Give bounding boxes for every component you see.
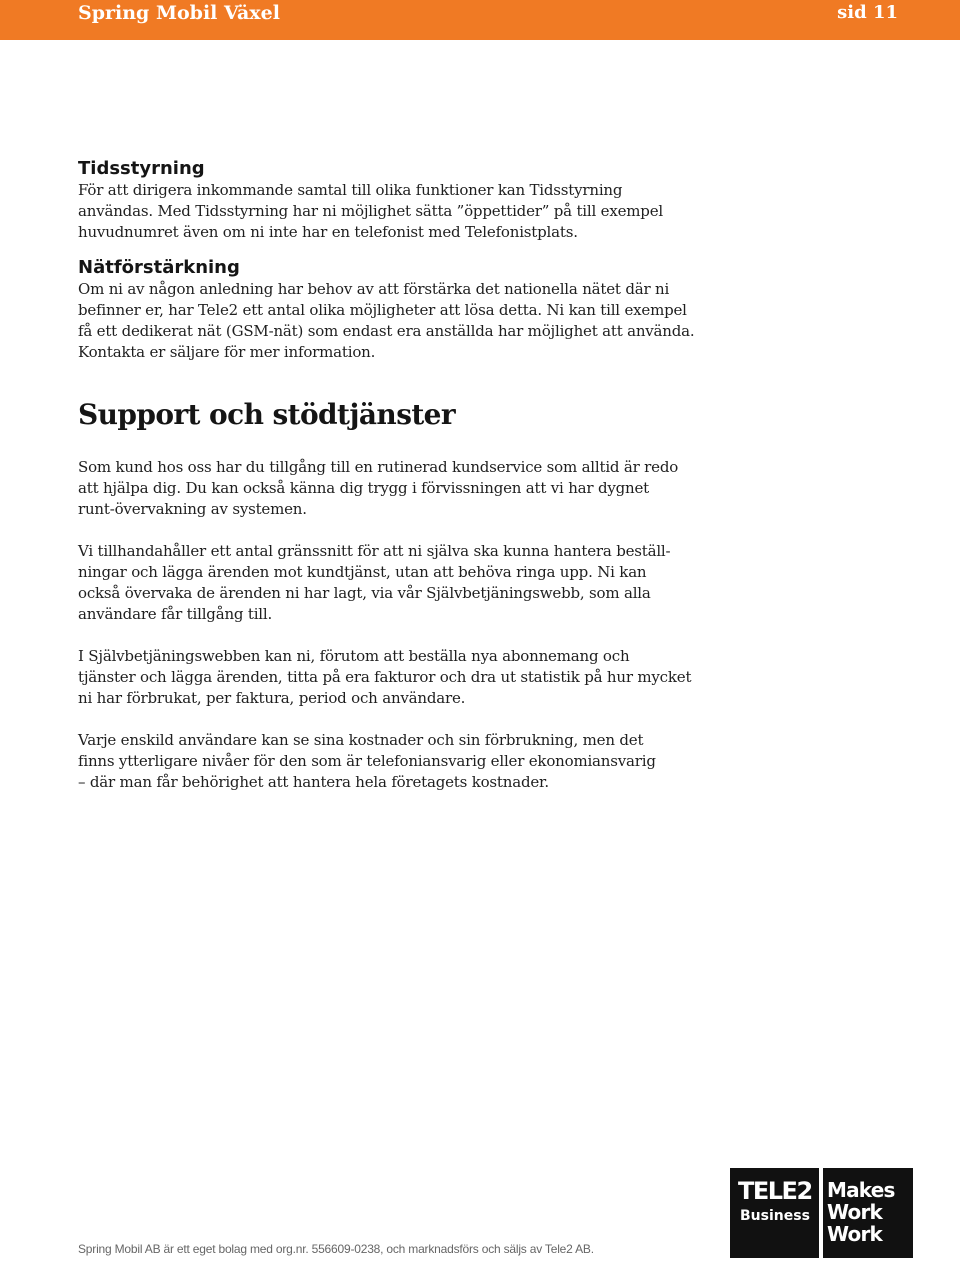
text-line: Varje enskild användare kan se sina kostnader och sin förbrukning, men det: [78, 731, 644, 749]
slogan-line: Work: [827, 1200, 883, 1224]
text-line: ningar och lägga ärenden mot kundtjänst, utan att behöva ringa upp. Ni kan: [78, 563, 647, 581]
text-line: att hjälpa dig. Du kan också känna dig trygg i förvissningen att vi har dygnet: [78, 479, 649, 497]
text-line: Som kund hos oss har du tillgång till en rutinerad kundservice som alltid är redo: [78, 458, 679, 476]
tele2-logo: [730, 1168, 913, 1258]
support-paragraph-4: [78, 730, 698, 793]
support-paragraph-1: [78, 457, 698, 520]
header-bar: [0, 0, 960, 40]
text-line: befinner er, har Tele2 ett antal olika möjligheter att lösa detta. Ni kan till exempel: [78, 301, 687, 319]
support-paragraph-2: [78, 541, 698, 625]
text-line: ni har förbrukat, per faktura, period och användare.: [78, 689, 466, 707]
heading-support: Support och stödtjänster: [78, 398, 456, 431]
slogan-mark: [823, 1168, 913, 1258]
slogan-line: Work: [827, 1222, 883, 1246]
tele2-business-mark: [730, 1168, 819, 1258]
support-paragraph-3: [78, 646, 698, 709]
page-number: sid 11: [837, 2, 898, 23]
text-line: användare får tillgång till.: [78, 605, 273, 623]
text-line: användas. Med Tidsstyrning har ni möjlighet sätta ”öppettider” på till exempel: [78, 202, 663, 220]
heading-natforstarkning: Nätförstärkning: [78, 257, 240, 278]
footer-text: Spring Mobil AB är ett eget bolag med org.nr. 556609-0238, och marknadsförs och säljs av Tele2 AB.: [78, 1242, 594, 1256]
document-title: Spring Mobil Växel: [78, 2, 280, 24]
text-line: För att dirigera inkommande samtal till olika funktioner kan Tidsstyrning: [78, 181, 623, 199]
text-line: tjänster och lägga ärenden, titta på era fakturor och dra ut statistik på hur mycket: [78, 668, 692, 686]
text-line: finns ytterligare nivåer för den som är telefoniansvarig eller ekonomiansvarig: [78, 752, 656, 770]
text-line: Vi tillhandahåller ett antal gränssnitt för att ni själva ska kunna hantera beställ-: [78, 542, 671, 560]
text-line: Om ni av någon anledning har behov av att förstärka det nationella nätet där ni: [78, 280, 670, 298]
text-line: också övervaka de ärenden ni har lagt, via vår Självbetjäningswebb, som alla: [78, 584, 651, 602]
brand-wordmark: TELE2: [738, 1177, 812, 1205]
slogan-line: Makes: [827, 1178, 895, 1202]
text-line: I Självbetjäningswebben kan ni, förutom att beställa nya abonnemang och: [78, 647, 630, 665]
text-line: runt-övervakning av systemen.: [78, 500, 307, 518]
text-line: Kontakta er säljare för mer information.: [78, 343, 376, 361]
main-content: [78, 158, 698, 793]
natforstarkning-text: [78, 279, 698, 363]
text-line: huvudnumret även om ni inte har en telefonist med Telefonistplats.: [78, 223, 578, 241]
brand-subtitle: Business: [740, 1208, 810, 1224]
tidsstyrning-text: [78, 180, 698, 243]
text-line: – där man får behörighet att hantera hela företagets kostnader.: [78, 773, 549, 791]
heading-tidsstyrning: Tidsstyrning: [78, 158, 205, 179]
text-line: få ett dedikerat nät (GSM-nät) som endast era anställda har möjlighet att använda.: [78, 322, 695, 340]
